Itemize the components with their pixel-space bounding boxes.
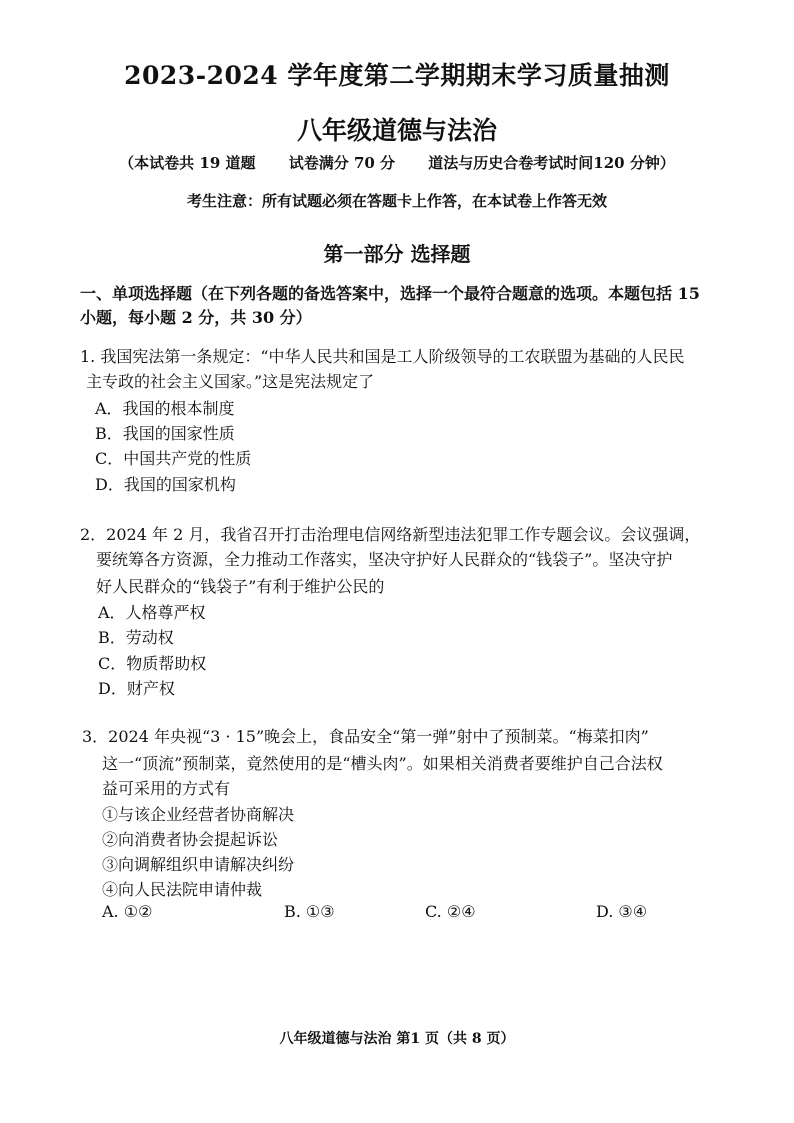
exam-title: 2023-2024 学年度第二学期期末学习质量抽测 [124, 61, 670, 90]
question-2-option-a: A．人格尊严权 [98, 603, 206, 622]
question-1-option-d: D．我国的国家机构 [95, 475, 236, 494]
question-3-option-c: C. ②④ [425, 902, 476, 921]
info-exam-time: 道法与历史合卷考试时间120 分钟） [428, 154, 675, 172]
subject-title: 八年级道德与法治 [296, 116, 497, 145]
question-3-stem-line-1: 3．2024 年央视“3 · 15”晚会上，食品安全“第一弹”射中了预制菜。“梅菜扣肉” [82, 727, 649, 746]
question-3-option-b: B. ①③ [284, 902, 335, 921]
question-2-option-c: C．物质帮助权 [98, 654, 207, 673]
question-3-statement-3: ③向调解组织申请解决纠纷 [102, 855, 295, 874]
section-instruction-line-2: 小题，每小题 2 分，共 30 分） [80, 308, 312, 327]
question-2-stem-line-3: 好人民群众的“钱袋子”有利于维护公民的 [96, 577, 385, 596]
question-3-statement-4: ④向人民法院申请仲裁 [102, 880, 263, 899]
question-2-stem-line-1: 2．2024 年 2 月，我省召开打击治理电信网络新型违法犯罪工作专题会议。会议强调， [80, 525, 701, 544]
question-3-stem-line-3: 益可采用的方式有 [102, 779, 231, 798]
question-3-statement-2: ②向消费者协会提起诉讼 [102, 830, 279, 849]
question-3-option-a: A. ①② [102, 902, 153, 921]
question-2-option-b: B．劳动权 [98, 628, 174, 647]
question-1-option-b: B．我国的国家性质 [95, 424, 235, 443]
page-footer: 八年级道德与法治 第1 页（共 8 页） [279, 1031, 515, 1047]
info-full-score: 试卷满分 70 分 [288, 154, 396, 172]
section-instruction-line-1: 一、单项选择题（在下列各题的备选答案中，选择一个最符合题意的选项。本题包括 15 [80, 284, 700, 303]
question-3-stem-line-2: 这一“顶流”预制菜，竟然使用的是“槽头肉”。如果相关消费者要维护自己合法权 [102, 754, 663, 773]
exam-notice: 考生注意：所有试题必须在答题卡上作答，在本试卷上作答无效 [186, 192, 607, 210]
question-3-statement-1: ①与该企业经营者协商解决 [102, 805, 295, 824]
exam-info [0, 152, 794, 173]
question-1-option-c: C．中国共产党的性质 [95, 449, 252, 468]
question-1-stem-line-1: 1. 我国宪法第一条规定：“中华人民共和国是工人阶级领导的工农联盟为基础的人民民 [80, 347, 685, 366]
info-question-count: （本试卷共 19 道题 [119, 154, 256, 172]
question-2-stem-line-2: 要统筹各方资源，全力推动工作落实，坚决守护好人民群众的“钱袋子”。坚决守护 [96, 550, 673, 569]
part-title: 第一部分 选择题 [323, 242, 471, 266]
question-1-stem-line-2: 主专政的社会主义国家。”这是宪法规定了 [86, 372, 375, 391]
question-3-option-d: D. ③④ [596, 902, 648, 921]
question-1-option-a: A．我国的根本制度 [95, 399, 235, 418]
question-2-option-d: D．财产权 [98, 679, 175, 698]
